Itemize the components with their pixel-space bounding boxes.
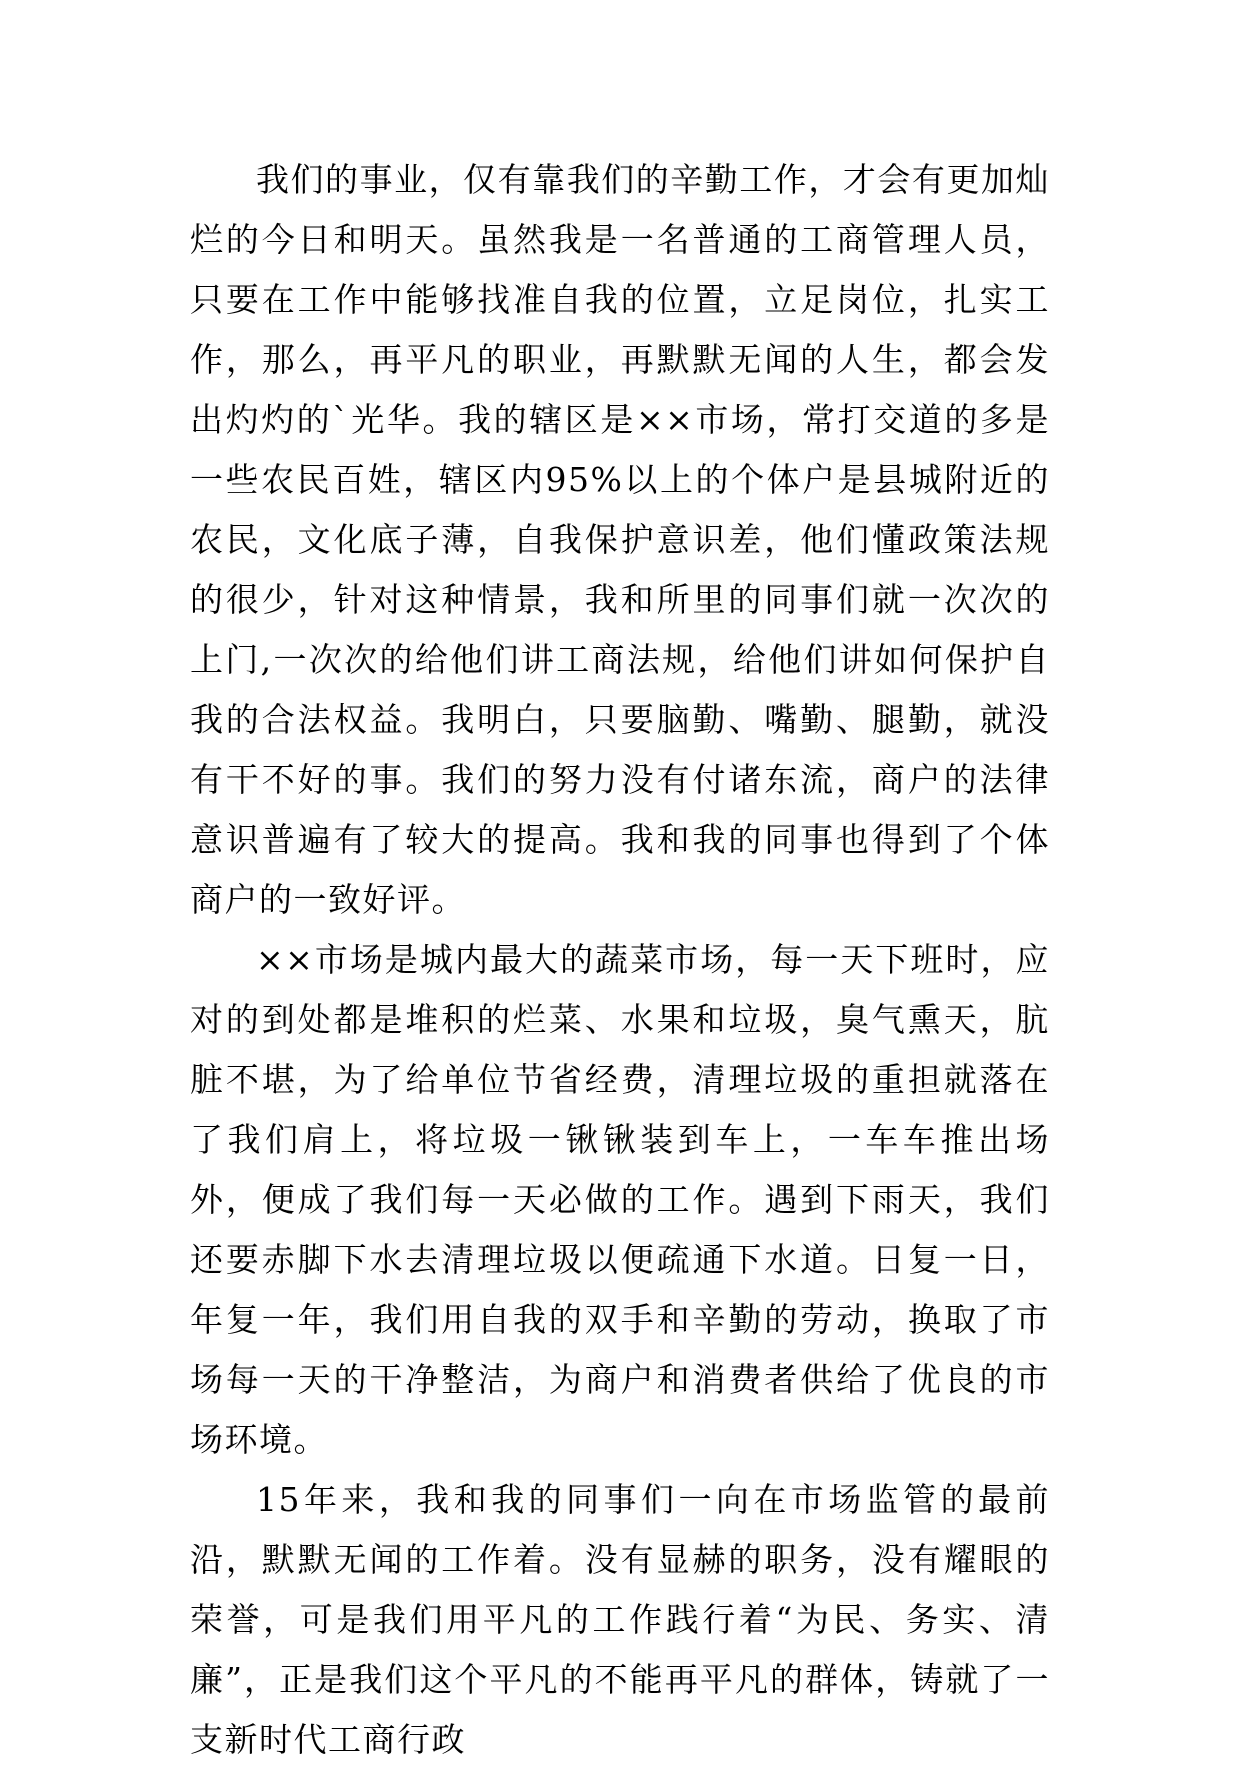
- document-body: [190, 150, 1050, 1770]
- paragraph-3: 15年来，我和我的同事们一向在市场监管的最前沿，默默无闻的工作着。没有显赫的职务，没有耀眼的荣誉，可是我们用平凡的工作践行着“为民、务实、清廉”，正是我们这个平凡的不能再平凡的群体，铸就了一支新时代工商行政: [190, 1480, 1050, 1759]
- paragraph-1: 我们的事业，仅有靠我们的辛勤工作，才会有更加灿烂的今日和明天。虽然我是一名普通的工商管理人员，只要在工作中能够找准自我的位置，立足岗位，扎实工作，那么，再平凡的职业，再默默无闻的人生，都会发出灼灼的`光华。我的辖区是××市场，常打交道的多是一些农民百姓，辖区内95%以上的个体户是县城附近的农民，文化底子薄，自我保护意识差，他们懂政策法规的很少，针对这种情景，我和所里的同事们就一次次的上门,一次次的给他们讲工商法规，给他们讲如何保护自我的合法权益。我明白，只要脑勤、嘴勤、腿勤，就没有干不好的事。我们的努力没有付诸东流，商户的法律意识普遍有了较大的提高。我和我的同事也得到了个体商户的一致好评。: [190, 160, 1050, 919]
- paragraph-2: ××市场是城内最大的蔬菜市场，每一天下班时，应对的到处都是堆积的烂菜、水果和垃圾，臭气熏天，肮脏不堪，为了给单位节省经费，清理垃圾的重担就落在了我们肩上，将垃圾一锹锹装到车上，一车车推出场外，便成了我们每一天必做的工作。遇到下雨天，我们还要赤脚下水去清理垃圾以便疏通下水道。日复一日，年复一年，我们用自我的双手和辛勤的劳动，换取了市场每一天的干净整洁，为商户和消费者供给了优良的市场环境。: [190, 940, 1050, 1459]
